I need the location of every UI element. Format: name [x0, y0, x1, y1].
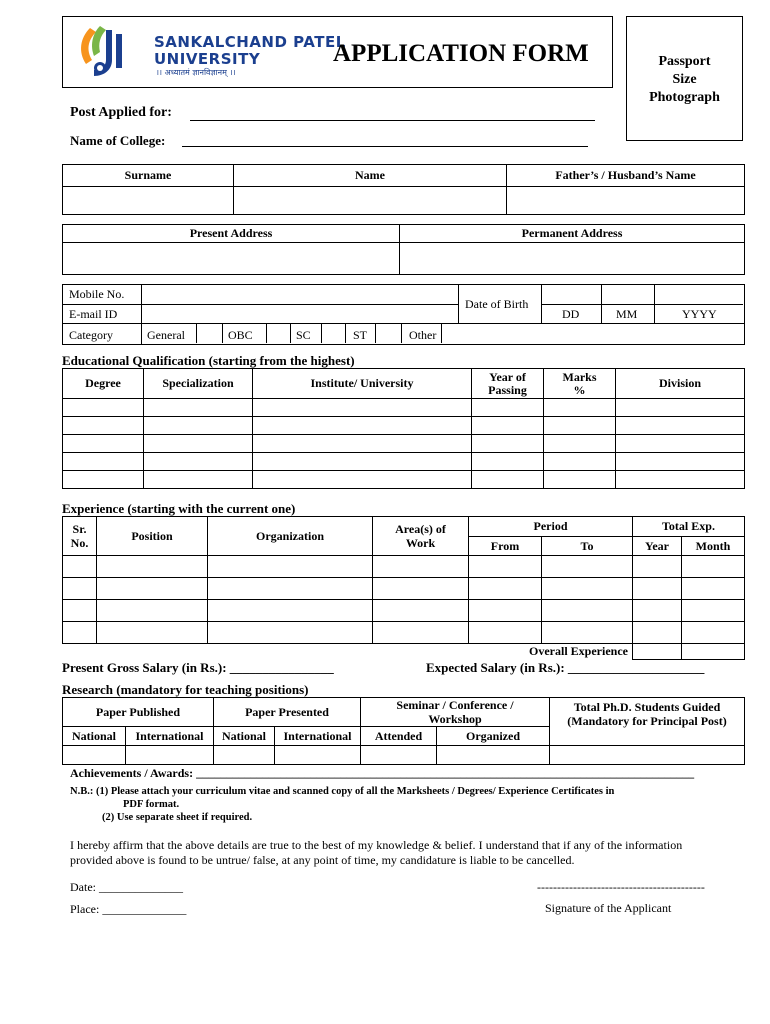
research-table: [62, 697, 745, 765]
year-passing-l2: Passing: [488, 382, 527, 397]
category-other: Other: [409, 328, 437, 342]
marks-header: [544, 369, 616, 399]
phd-l2: (Mandatory for Principal Post): [567, 714, 727, 728]
pub-international-header: International: [126, 727, 214, 746]
signature-label: Signature of the Applicant: [545, 901, 672, 915]
overall-year-input[interactable]: [633, 644, 682, 660]
total-exp-header: Total Exp.: [633, 517, 745, 537]
dob-boxes-mid: [541, 304, 743, 305]
phd-header: [550, 698, 745, 746]
attended-header: Attended: [361, 727, 437, 746]
institute-header: Institute/ University: [253, 369, 472, 399]
university-name-line1: SANKALCHAND PATEL: [154, 33, 346, 51]
category-sc: SC: [296, 328, 311, 342]
table-row: [63, 471, 745, 489]
pub-national-header: National: [63, 727, 126, 746]
year-passing-l1: Year of: [489, 369, 526, 384]
organization-header: Organization: [208, 517, 373, 556]
email-label: E-mail ID: [69, 307, 118, 321]
degree-header: Degree: [63, 369, 144, 399]
university-motto: ।। अध्यातमं ज्ञानविज्ञानम् ।।: [156, 68, 236, 77]
email-input[interactable]: [142, 305, 457, 323]
nb-line3: (2) Use separate sheet if required.: [102, 812, 253, 823]
category-obc: OBC: [228, 328, 253, 342]
category-general: General: [147, 328, 185, 342]
college-field[interactable]: [182, 132, 588, 147]
present-address-header: Present Address: [63, 225, 400, 243]
month-header: Month: [682, 537, 745, 556]
category-label: Category: [69, 328, 113, 342]
father-header: Father’s / Husband’s Name: [507, 165, 745, 187]
division-header: Division: [616, 369, 745, 399]
nb-line1: N.B.: (1) Please attach your curriculum vitae and scanned copy of all the Marksheets / Degrees/ Experience Certificates in: [70, 786, 615, 797]
marks-l1: Marks: [562, 369, 597, 384]
seminar-l1: Seminar / Conference /: [396, 698, 514, 712]
table-row: [63, 746, 745, 765]
table-row: [63, 556, 745, 578]
name-input[interactable]: [234, 187, 507, 215]
other-checkbox[interactable]: [441, 324, 467, 343]
general-checkbox[interactable]: [196, 324, 223, 343]
table-row: [63, 600, 745, 622]
paper-published-header: Paper Published: [63, 698, 214, 727]
form-title: APPLICATION FORM: [333, 40, 589, 67]
to-header: To: [542, 537, 633, 556]
dd-label: DD: [562, 307, 580, 321]
photo-line3: Photograph: [649, 90, 720, 105]
table-row: [63, 399, 745, 417]
table-row: [63, 435, 745, 453]
experience-heading: Experience (starting with the current one): [62, 501, 296, 516]
overall-month-input[interactable]: [682, 644, 745, 660]
name-header: Name: [234, 165, 507, 187]
name-table: [62, 164, 745, 215]
sr-l2: No.: [70, 536, 89, 550]
mobile-input[interactable]: [142, 285, 457, 304]
year-passing-header: [472, 369, 544, 399]
declaration-line1: I hereby affirm that the above details are true to the best of my knowledge & belief. I understand that if any of the information: [70, 838, 683, 852]
address-table: [62, 224, 745, 275]
organized-header: Organized: [437, 727, 550, 746]
surname-input[interactable]: [63, 187, 234, 215]
position-header: Position: [97, 517, 208, 556]
sc-checkbox[interactable]: [321, 324, 346, 343]
obc-checkbox[interactable]: [266, 324, 291, 343]
declaration-line2: provided above is found to be untrue/ false, at any point of time, my candidature is liable to be cancelled.: [70, 853, 575, 867]
phd-l1: Total Ph.D. Students Guided: [573, 700, 721, 714]
area-header: [373, 517, 469, 556]
table-row: [63, 453, 745, 471]
university-name-line2: UNIVERSITY: [154, 50, 261, 68]
post-applied-label: Post Applied for:: [70, 105, 172, 120]
university-emblem-icon: [72, 20, 152, 82]
gross-salary-label[interactable]: Present Gross Salary (in Rs.): ________________: [62, 660, 334, 675]
college-label: Name of College:: [70, 133, 166, 148]
yyyy-label: YYYY: [682, 307, 717, 321]
father-input[interactable]: [507, 187, 745, 215]
seminar-l2: Workshop: [428, 712, 482, 726]
photo-line2: Size: [672, 72, 697, 87]
permanent-address-header: Permanent Address: [400, 225, 745, 243]
marks-l2: %: [573, 382, 586, 397]
permanent-address-input[interactable]: [400, 243, 745, 275]
photo-box[interactable]: [626, 16, 743, 141]
mobile-label: Mobile No.: [69, 287, 125, 301]
signature-line[interactable]: ------------------------------------------: [537, 880, 705, 894]
area-l2: Work: [405, 536, 436, 550]
st-checkbox[interactable]: [375, 324, 402, 343]
date-field[interactable]: Date: ______________: [70, 880, 183, 894]
year-header: Year: [633, 537, 682, 556]
education-table: [62, 368, 745, 489]
table-row: [63, 417, 745, 435]
research-heading: Research (mandatory for teaching positions): [62, 682, 309, 697]
area-l1: Area(s) of: [395, 522, 446, 536]
expected-salary-label[interactable]: Expected Salary (in Rs.): _____________________: [426, 660, 705, 675]
place-field[interactable]: Place: ______________: [70, 902, 187, 916]
seminar-header: [361, 698, 550, 727]
sr-no-header: [63, 517, 97, 556]
table-row: [63, 622, 745, 644]
category-div-1: [141, 324, 142, 344]
sr-l1: Sr.: [72, 522, 87, 536]
nb-line2: PDF format.: [123, 799, 180, 810]
specialization-header: Specialization: [144, 369, 253, 399]
period-header: Period: [469, 517, 633, 537]
university-logo: [72, 20, 152, 82]
post-applied-field[interactable]: [190, 104, 595, 121]
category-st: ST: [353, 328, 368, 342]
paper-presented-header: Paper Presented: [214, 698, 361, 727]
dob-label: Date of Birth: [465, 297, 529, 311]
achievements-label[interactable]: Achievements / Awards: ___________________________________________________________________________________: [70, 766, 695, 780]
contact-divider-2: [62, 323, 745, 324]
pres-international-header: International: [275, 727, 361, 746]
table-row: [63, 578, 745, 600]
education-heading: Educational Qualification (starting from the highest): [62, 353, 355, 368]
overall-experience-label: Overall Experience: [63, 644, 633, 660]
dob-left-divider: [458, 284, 459, 324]
present-address-input[interactable]: [63, 243, 400, 275]
pres-national-header: National: [214, 727, 275, 746]
from-header: From: [469, 537, 542, 556]
mm-label: MM: [616, 307, 638, 321]
experience-table: [62, 516, 745, 660]
surname-header: Surname: [63, 165, 234, 187]
photo-line1: Passport: [658, 54, 711, 69]
